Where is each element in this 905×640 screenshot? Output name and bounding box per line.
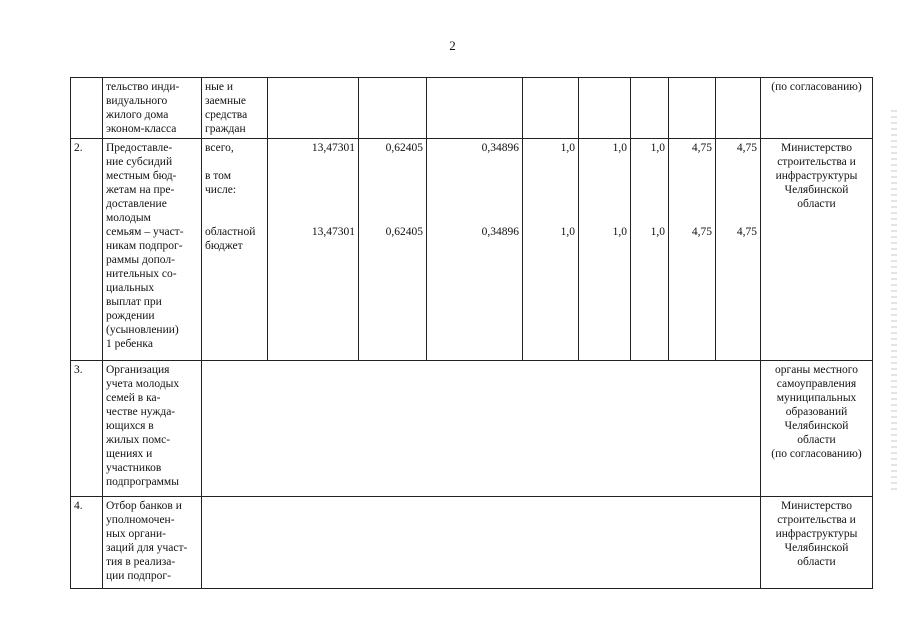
value-cell (359, 139, 427, 361)
funding-source-cell: ные и заемные средства граждан (202, 78, 268, 139)
value-cell (716, 78, 761, 139)
value-cell (716, 139, 761, 361)
value-regional: 1,0 (650, 226, 665, 238)
funding-source-cell: всего, в том числе: областной бюджет (202, 139, 268, 361)
value-total: 1,0 (560, 142, 575, 154)
value-regional: 4,75 (736, 226, 757, 238)
value-cell (579, 78, 631, 139)
table-row (71, 139, 873, 361)
merged-empty-cell (202, 361, 761, 497)
row-number-cell: 3. (71, 361, 103, 497)
value-total: 0,62405 (385, 142, 423, 154)
row-number-cell: 4. (71, 497, 103, 589)
value-cell (523, 78, 579, 139)
value-cell (427, 78, 523, 139)
table-row (71, 361, 873, 497)
value-total: 1,0 (612, 142, 627, 154)
value-cell (359, 78, 427, 139)
value-cell (427, 139, 523, 361)
value-cell (579, 139, 631, 361)
value-cell (523, 139, 579, 361)
value-total: 1,0 (650, 142, 665, 154)
value-total: 0,34896 (481, 142, 519, 154)
value-regional: 0,62405 (385, 226, 423, 238)
page-number: 2 (449, 38, 456, 53)
table-row (71, 78, 873, 139)
value-cell (631, 139, 669, 361)
value-cell (669, 139, 716, 361)
value-cell (268, 139, 359, 361)
scan-edge-artifact (891, 110, 897, 490)
executor-cell: (по согласованию) (761, 78, 873, 139)
value-total: 4,75 (736, 142, 757, 154)
value-cell (268, 78, 359, 139)
value-regional: 4,75 (691, 226, 712, 238)
value-regional: 1,0 (612, 226, 627, 238)
activity-name-cell: Отбор банков и уполномочен- ных органи- заций для участ- тия в реализа- ции подпрог- (103, 497, 202, 589)
value-cell (669, 78, 716, 139)
executor-cell: Министерство строительства и инфраструктуры Челябинской области (761, 497, 873, 589)
executor-cell: Министерство строительства и инфраструктуры Челябинской области (761, 139, 873, 361)
activity-name-cell: тельство инди- видуального жилого дома эконом-класса (103, 78, 202, 139)
source-regional-label: областной (205, 226, 256, 238)
source-total-label: всего, (205, 142, 234, 154)
activity-name-cell: Организация учета молодых семей в ка- честве нужда- ющихся в жилых помс- щениях и участников подпрограммы (103, 361, 202, 497)
row-number-cell: 2. (71, 139, 103, 361)
value-regional: 0,34896 (481, 226, 519, 238)
row-number-cell (71, 78, 103, 139)
table-row (71, 497, 873, 589)
value-total: 13,47301 (311, 142, 355, 154)
value-regional: 1,0 (560, 226, 575, 238)
value-cell (631, 78, 669, 139)
merged-empty-cell (202, 497, 761, 589)
activity-name-cell: Предоставле- ние субсидий местным бюд- жетам на пре- доставление молодым семьям – участ- никам подпрог- раммы допол- нительных со- циальных выплат при рождении (усыновлении) 1 ребенка (103, 139, 202, 361)
value-total: 4,75 (691, 142, 712, 154)
executor-cell: органы местного самоуправления муниципальных образований Челябинской области (по согласованию) (761, 361, 873, 497)
program-activities-table (70, 77, 873, 589)
value-regional: 13,47301 (311, 226, 355, 238)
